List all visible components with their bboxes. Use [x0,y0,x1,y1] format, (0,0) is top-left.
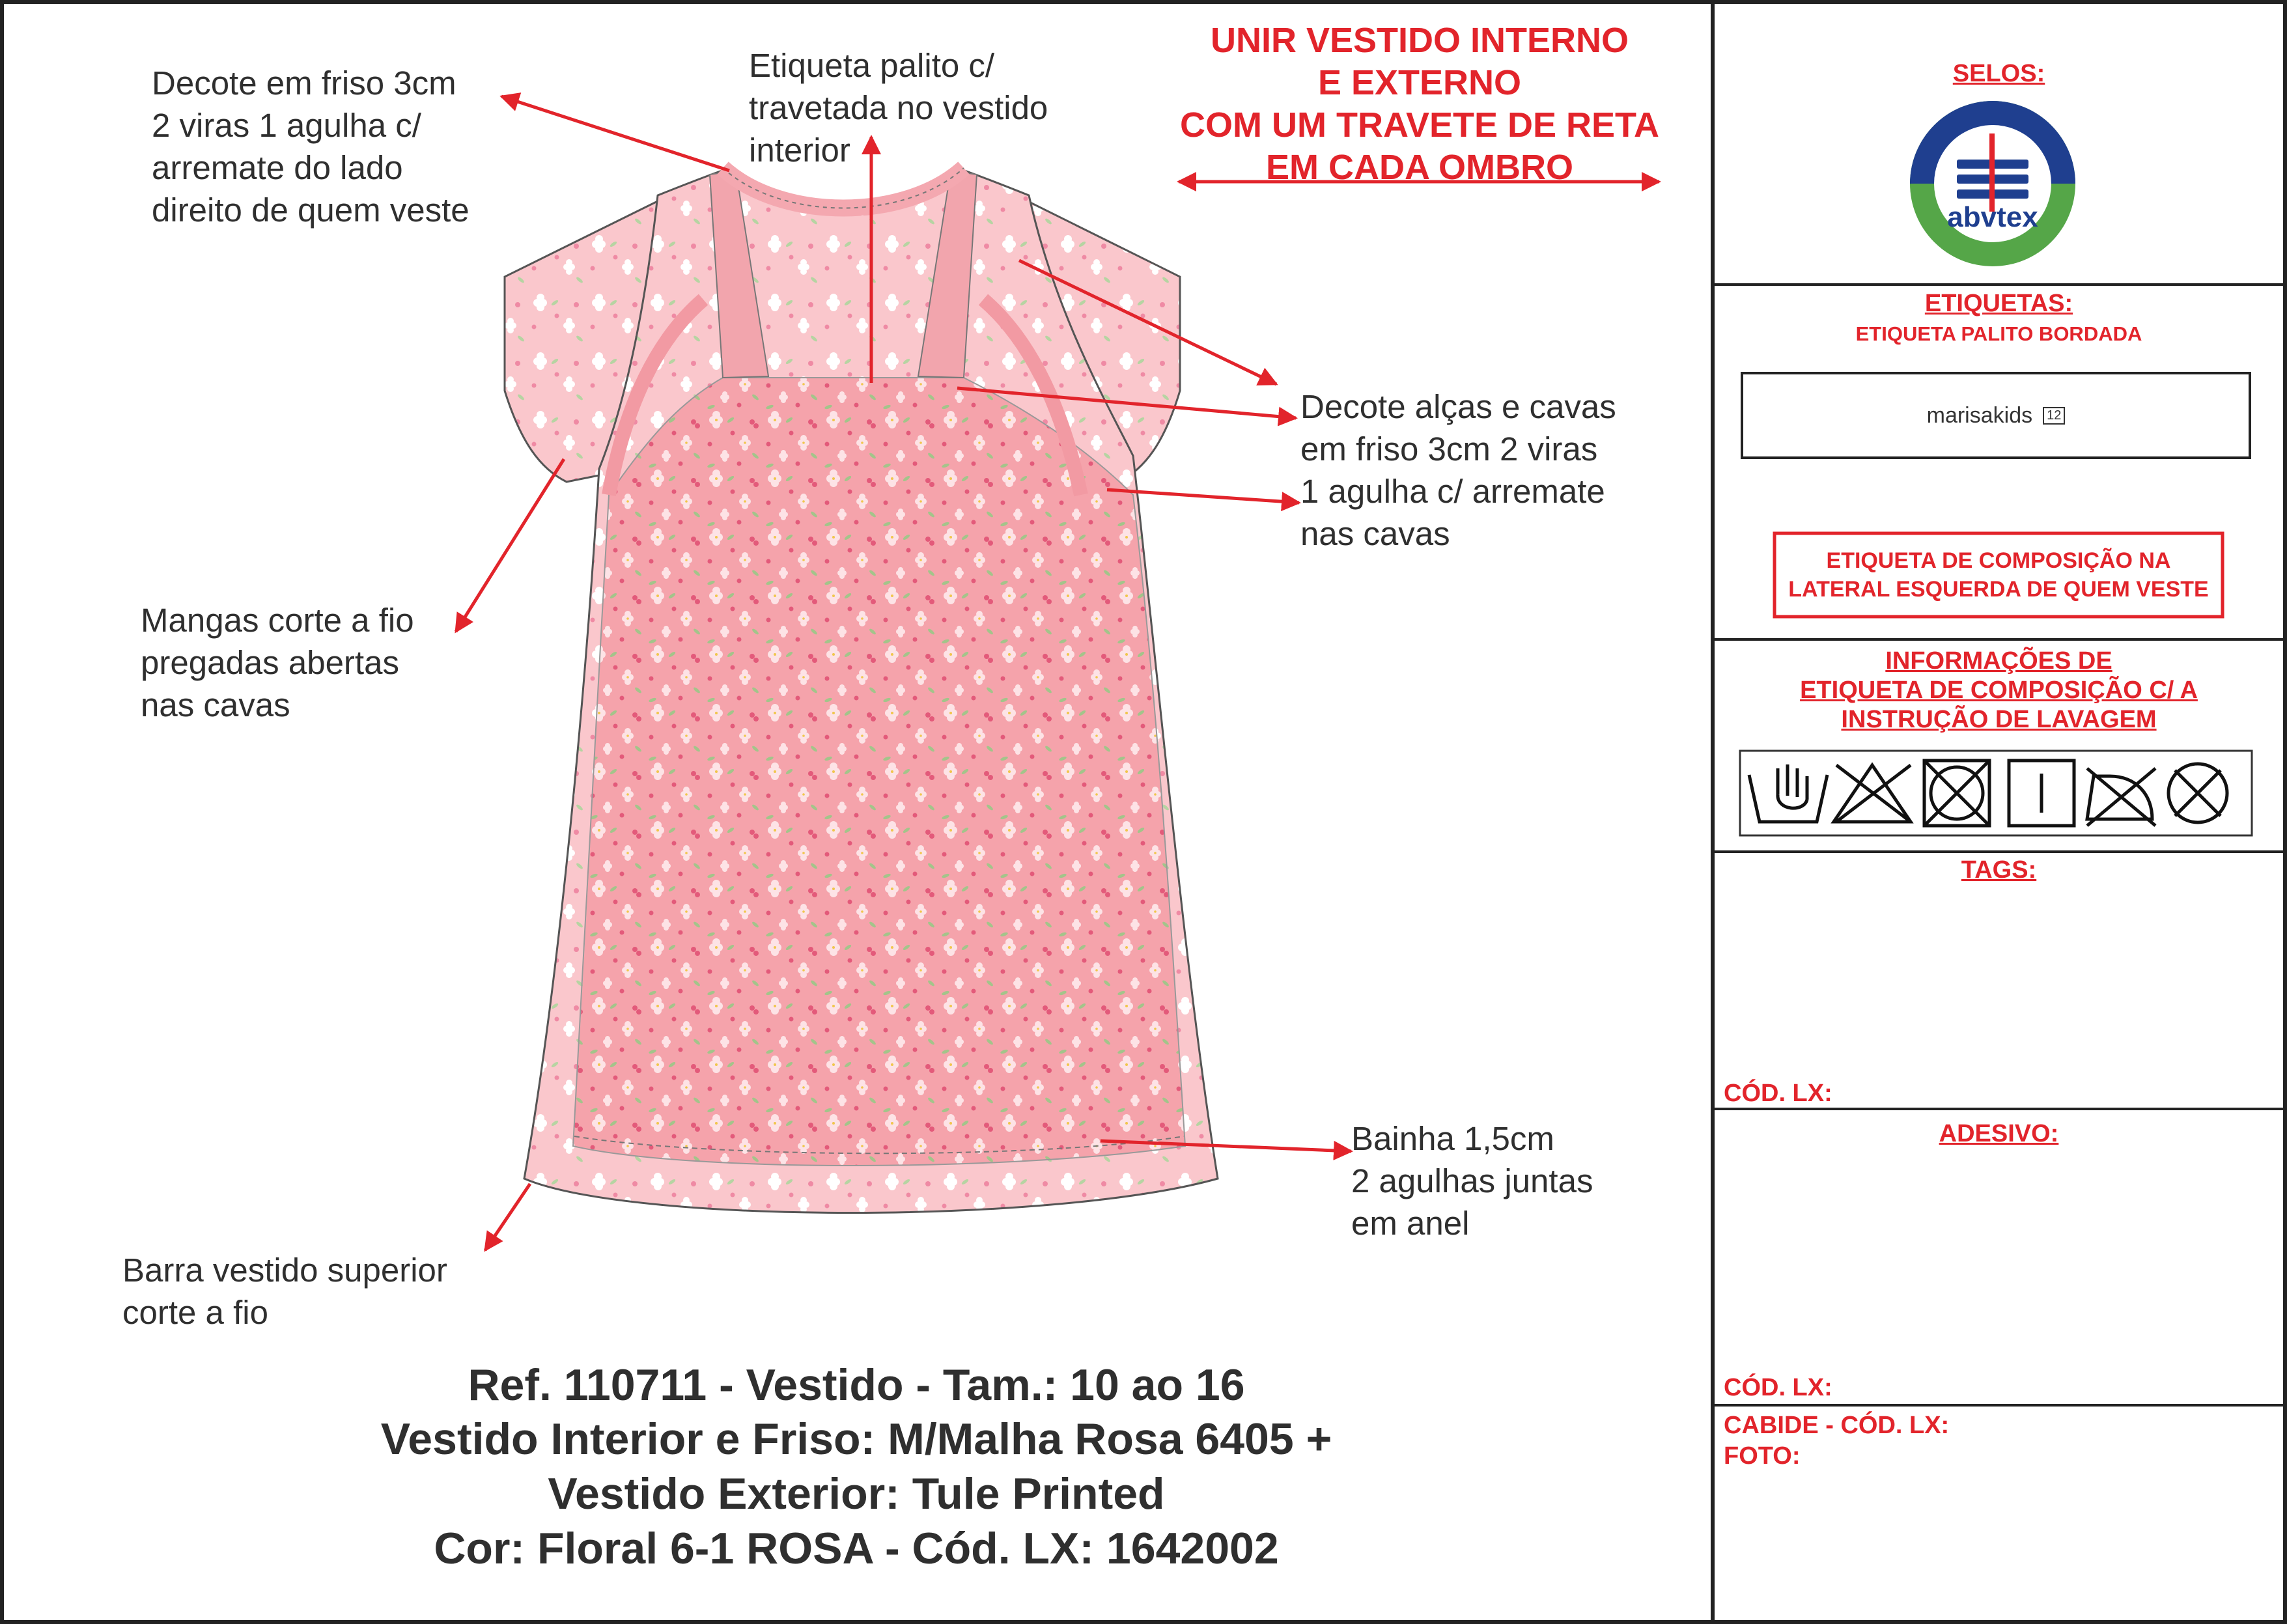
annotation-neckline: Decote em friso 3cm 2 viras 1 agulha c/ arremate do lado direito de quem veste [152,64,470,229]
title-line-2: Vestido Interior e Friso: M/Malha Rosa 6405 + [380,1414,1332,1464]
no-iron-icon [2087,768,2155,826]
arrow-bottom-edge [485,1184,530,1250]
line-dry-icon [2009,761,2074,826]
no-dry-clean-icon [2168,764,2227,822]
no-bleach-icon [1834,765,1911,822]
annotation-sleeves: Mangas corte a fio pregadas abertas nas cavas [141,602,414,723]
annotation-hem: Bainha 1,5cm 2 agulhas juntas em anel [1351,1120,1593,1242]
dress-illustration [505,168,1218,1213]
brand-label [1742,373,2250,458]
hand-wash-icon [1749,764,1827,822]
cabide-code-label: CABIDE - CÓD. LX: [1724,1412,1950,1439]
etiquetas-subheading: ETIQUETA PALITO BORDADA [1855,322,2142,345]
title-line-4: Cor: Floral 6-1 ROSA - Cód. LX: 1642002 [434,1524,1279,1573]
selos-heading: SELOS: [1952,60,2045,87]
annotation-straps: Decote alças e cavas em friso 3cm 2 viras 1 agulha c/ arremate nas cavas [1300,388,1616,552]
title-line-1: Ref. 110711 - Vestido - Tam.: 10 ao 16 [468,1360,1245,1410]
no-tumble-dry-icon [1924,761,1989,826]
adesivo-heading: ADESIVO: [1939,1120,2059,1147]
join-note: UNIR VESTIDO INTERNO E EXTERNO COM UM TRAVETE DE RETA EM CADA OMBRO [1180,21,1659,187]
tags-heading: TAGS: [1961,856,2037,884]
tags-code-label: CÓD. LX: [1724,1080,1832,1107]
arrow-neckline [501,96,729,171]
seal-brand-text: abvtex [1947,201,2038,233]
adesivo-code-label: CÓD. LX: [1724,1374,1832,1401]
annotation-bottom-edge: Barra vestido superior corte a fio [122,1252,447,1331]
inner-dress [573,378,1185,1166]
foto-label: FOTO: [1724,1442,1801,1470]
care-icons [1749,761,2227,826]
etiquetas-heading: ETIQUETAS: [1924,290,2073,317]
info-heading: INFORMAÇÕES DE ETIQUETA DE COMPOSIÇÃO C/ A INSTRUÇÃO DE LAVAGEM [1800,647,2198,733]
composition-note: ETIQUETA DE COMPOSIÇÃO NA LATERAL ESQUERDA DE QUEM VESTE [1788,548,2209,602]
title-line-3: Vestido Exterior: Tule Printed [548,1469,1165,1519]
brand-size-box: 12 [2043,407,2065,425]
abvtex-seal-icon [1910,101,2075,266]
annotation-label: Etiqueta palito c/ travetada no vestido interior [749,47,1048,169]
arrow-sleeve [456,459,564,632]
brand-label-text: marisakids [1926,402,2033,428]
